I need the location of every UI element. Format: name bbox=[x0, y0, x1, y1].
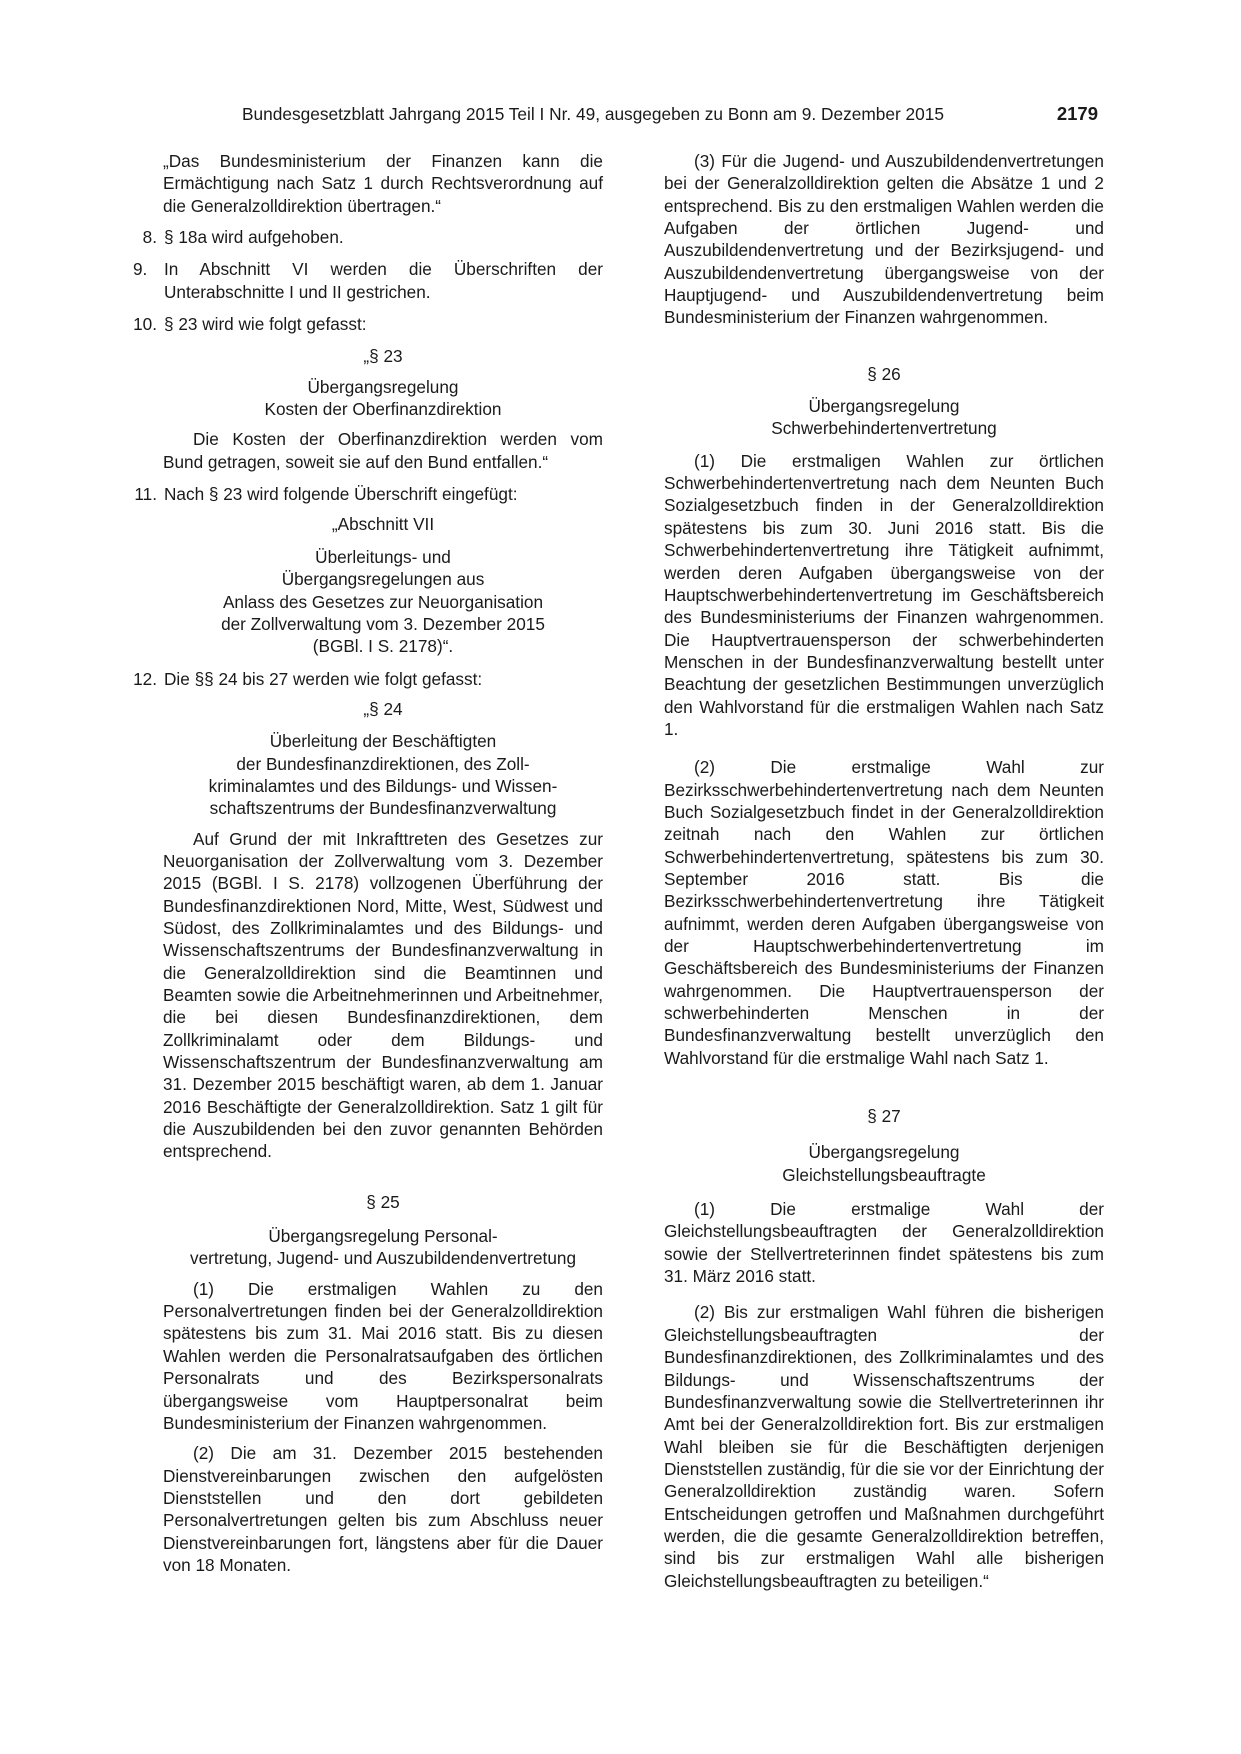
section-paragraph: (1) Die erstmaligen Wahlen zu den Personalvertretungen finden bei der Generalzolldirektion spätestens bis zum 31. Mai 2016 statt. Bis zu diesen Wahlen werden die Personalratsaufgaben des örtlichen Personalrats und des Bezirkspersonalrats übergangsweise vom Hauptpersonalrat beim Bundesministerium der Finanzen wahrgenommen. bbox=[163, 1278, 603, 1433]
section-heading: Schwerbehindertenvertretung bbox=[771, 418, 997, 439]
section-heading: Übergangsregelung bbox=[808, 396, 960, 417]
item-text: § 23 wird wie folgt gefasst: bbox=[164, 314, 367, 335]
section-heading: vertretung, Jugend- und Auszubildendenvertretung bbox=[189, 1248, 577, 1269]
section-heading: Übergangsregelung bbox=[307, 376, 459, 397]
left-column bbox=[133, 150, 603, 1576]
abschnitt-heading: der Zollverwaltung vom 3. Dezember 2015 bbox=[221, 613, 545, 634]
item-number: 11. bbox=[134, 484, 157, 505]
section-heading: kriminalamtes und des Bildungs- und Wissen- bbox=[208, 775, 558, 796]
abschnitt-heading: Anlass des Gesetzes zur Neuorganisation bbox=[222, 591, 544, 612]
section-24 bbox=[163, 698, 603, 1163]
section-number: § 26 bbox=[867, 363, 901, 384]
running-title: Bundesgesetzblatt Jahrgang 2015 Teil I Nr. 49, ausgegeben zu Bonn am 9. Dezember 2015 bbox=[242, 104, 944, 124]
item-text: Nach § 23 wird folgende Überschrift eingefügt: bbox=[164, 484, 518, 505]
list-item-9 bbox=[133, 258, 603, 303]
abschnitt-heading: Überleitungs- und bbox=[315, 546, 451, 567]
section-text: Die Kosten der Oberfinanzdirektion werden vom Bund getragen, soweit sie auf den Bund entfallen.“ bbox=[163, 429, 603, 472]
section-number: § 27 bbox=[867, 1106, 901, 1127]
section-26 bbox=[664, 363, 1104, 1069]
section-number: „§ 24 bbox=[363, 698, 403, 719]
list-item-12 bbox=[133, 668, 603, 690]
section-paragraph: (1) Die erstmaligen Wahlen zur örtlichen Schwerbehindertenvertretung nach dem Neunten Buch Sozialgesetzbuch finden in der Generalzolldirektion spätestens bis zum 30. Juni 2016 statt. Bis die Schwerbehindertenvertretung ihre Tätigkeit aufnimmt, werden deren Aufgaben übergangsweise von der Hauptschwerbehindertenvertretung im Geschäftsbereich des Bundesministeriums der Finanzen wahrgenommen. Die Hauptvertrauensperson der schwerbehinderten Menschen in der Bundesfinanzverwaltung bestellt unter Beachtung der gesetzlichen Bestimmungen unverzüglich den Wahlvorstand für die erstmaligen Wahlen nach Satz 1. bbox=[664, 450, 1104, 739]
section-25-paragraph-3: (3) Für die Jugend- und Auszubildendenvertretungen bei der Generalzolldirektion gelten die Absätze 1 und 2 entsprechend. Bis zu den erstmaligen Wahlen werden die Aufgaben der örtlichen Jugend- und Auszubildendenvertretung und der Bezirksjugend- und Auszubildendenvertretung übergangsweise von der Hauptjugend- und Auszubildendenvertretung beim Bundesministerium der Finanzen wahrgenommen. bbox=[664, 151, 1104, 328]
section-heading: Übergangsregelung bbox=[808, 1142, 960, 1163]
section-number: „§ 23 bbox=[363, 346, 403, 367]
section-heading: Überleitung der Beschäftigten bbox=[269, 731, 497, 752]
abschnitt-number: „Abschnitt VII bbox=[331, 514, 435, 535]
section-paragraph: (2) Bis zur erstmaligen Wahl führen die bisherigen Gleichstellungsbeauftragten der Bundesfinanzdirektionen, des Zollkriminalamtes und des Bildungs- und Wissenschaftszentrums der Bundesfinanzverwaltung sowie die Stellvertreterinnen ihr Amt bei der Generalzolldirektion fort. Bis zur erstmaligen Wahl bleiben sie für die Beschäftigten derjenigen Dienststellen zuständig, für die sie vor der Einrichtung der Generalzolldirektion zuständig waren. Sofern Entscheidungen getroffen und Maßnahmen durchgeführt werden, die die gesamte Generalzolldirektion betreffen, sind bis zur erstmaligen Wahl alle bisherigen Gleichstellungsbeauftragten zu beteiligen.“ bbox=[664, 1302, 1104, 1591]
list-item-8 bbox=[133, 226, 603, 248]
list-item-10 bbox=[133, 313, 603, 335]
section-heading: schaftszentrums der Bundesfinanzverwaltung bbox=[209, 798, 557, 819]
item-text: In Abschnitt VI werden die Überschriften der Unterabschnitte I und II gestrichen. bbox=[164, 259, 603, 302]
page-number: 2179 bbox=[1056, 103, 1098, 124]
quote-intro: „Das Bundesministerium der Finanzen kann die Ermächtigung nach Satz 1 durch Rechtsverordnung auf die Generalzolldirektion übertragen.“ bbox=[163, 151, 603, 216]
section-27 bbox=[664, 1105, 1104, 1592]
list-item-11 bbox=[133, 483, 603, 505]
item-number: 10. bbox=[133, 314, 157, 335]
abschnitt-7-heading bbox=[163, 513, 603, 657]
abschnitt-heading: (BGBl. I S. 2178)“. bbox=[312, 636, 454, 657]
right-column bbox=[664, 150, 1104, 1592]
item-text: § 18a wird aufgehoben. bbox=[164, 227, 344, 248]
section-25 bbox=[163, 1191, 603, 1577]
section-heading: der Bundesfinanzdirektionen, des Zoll- bbox=[236, 753, 530, 774]
abschnitt-heading: Übergangsregelungen aus bbox=[281, 569, 485, 590]
section-paragraph: (2) Die am 31. Dezember 2015 bestehenden Dienstvereinbarungen zwischen den aufgelösten Dienststellen und den dort gebildeten Personalvertretungen gelten bis zum Abschluss neuer Dienstvereinbarungen fort, längstens aber für die Dauer von 18 Monaten. bbox=[163, 1443, 603, 1575]
item-text: Die §§ 24 bis 27 werden wie folgt gefasst: bbox=[164, 668, 483, 689]
section-text: Auf Grund der mit Inkrafttreten des Gesetzes zur Neuorganisation der Zollverwaltung vom 3. Dezember 2015 (BGBl. I S. 2178) vollzogenen Überführung der Bundesfinanzdirektionen Nord, Mitte, West, Südwest und Südost, des Zollkriminalamtes und des Bildungs- und Wissenschaftszentrums der Bundesfinanzverwaltung in die Generalzolldirektion sind die Beamtinnen und Beamten sowie die Arbeitnehmerinnen und Arbeitnehmer, die bei diesen Bundesfinanzdirektionen, dem Zollkriminalamt oder dem Bildungs- und Wissenschaftszentrum der Bundesfinanzverwaltung am 31. Dezember 2015 beschäftigt waren, ab dem 1. Januar 2016 Beschäftigte der Generalzolldirektion. Satz 1 gilt für die Auszubildenden bei den zuvor genannten Behörden entsprechend. bbox=[163, 828, 603, 1162]
section-23 bbox=[163, 345, 603, 473]
item-number: 12. bbox=[133, 668, 157, 689]
item-number: 9. bbox=[133, 259, 148, 280]
page-header bbox=[236, 101, 1098, 127]
section-heading: Kosten der Oberfinanzdirektion bbox=[264, 399, 502, 420]
section-paragraph: (1) Die erstmalige Wahl der Gleichstellungsbeauftragten der Generalzolldirektion sowie der Stellvertreterinnen findet spätestens bis zum 31. März 2016 statt. bbox=[664, 1199, 1104, 1287]
section-heading: Gleichstellungsbeauftragte bbox=[782, 1164, 986, 1185]
section-number: § 25 bbox=[366, 1191, 400, 1212]
section-heading: Übergangsregelung Personal- bbox=[268, 1226, 498, 1247]
section-paragraph: (2) Die erstmalige Wahl zur Bezirksschwerbehindertenvertretung nach dem Neunten Buch Sozialgesetzbuch findet in der Generalzolldirektion zeitnah nach den Wahlen zur örtlichen Schwerbehindertenvertretung, spätestens bis zum 30. September 2016 statt. Bis die Bezirksschwerbehindertenvertretung ihre Tätigkeit aufnimmt, werden deren Aufgaben übergangsweise von der Hauptschwerbehindertenvertretung im Geschäftsbereich des Bundesministeriums der Finanzen wahrgenommen. Die Hauptvertrauensperson der schwerbehinderten Menschen in der Bundesfinanzverwaltung bestellt unverzüglich den Wahlvorstand für die erstmalige Wahl nach Satz 1. bbox=[664, 757, 1104, 1068]
item-number: 8. bbox=[142, 227, 157, 248]
